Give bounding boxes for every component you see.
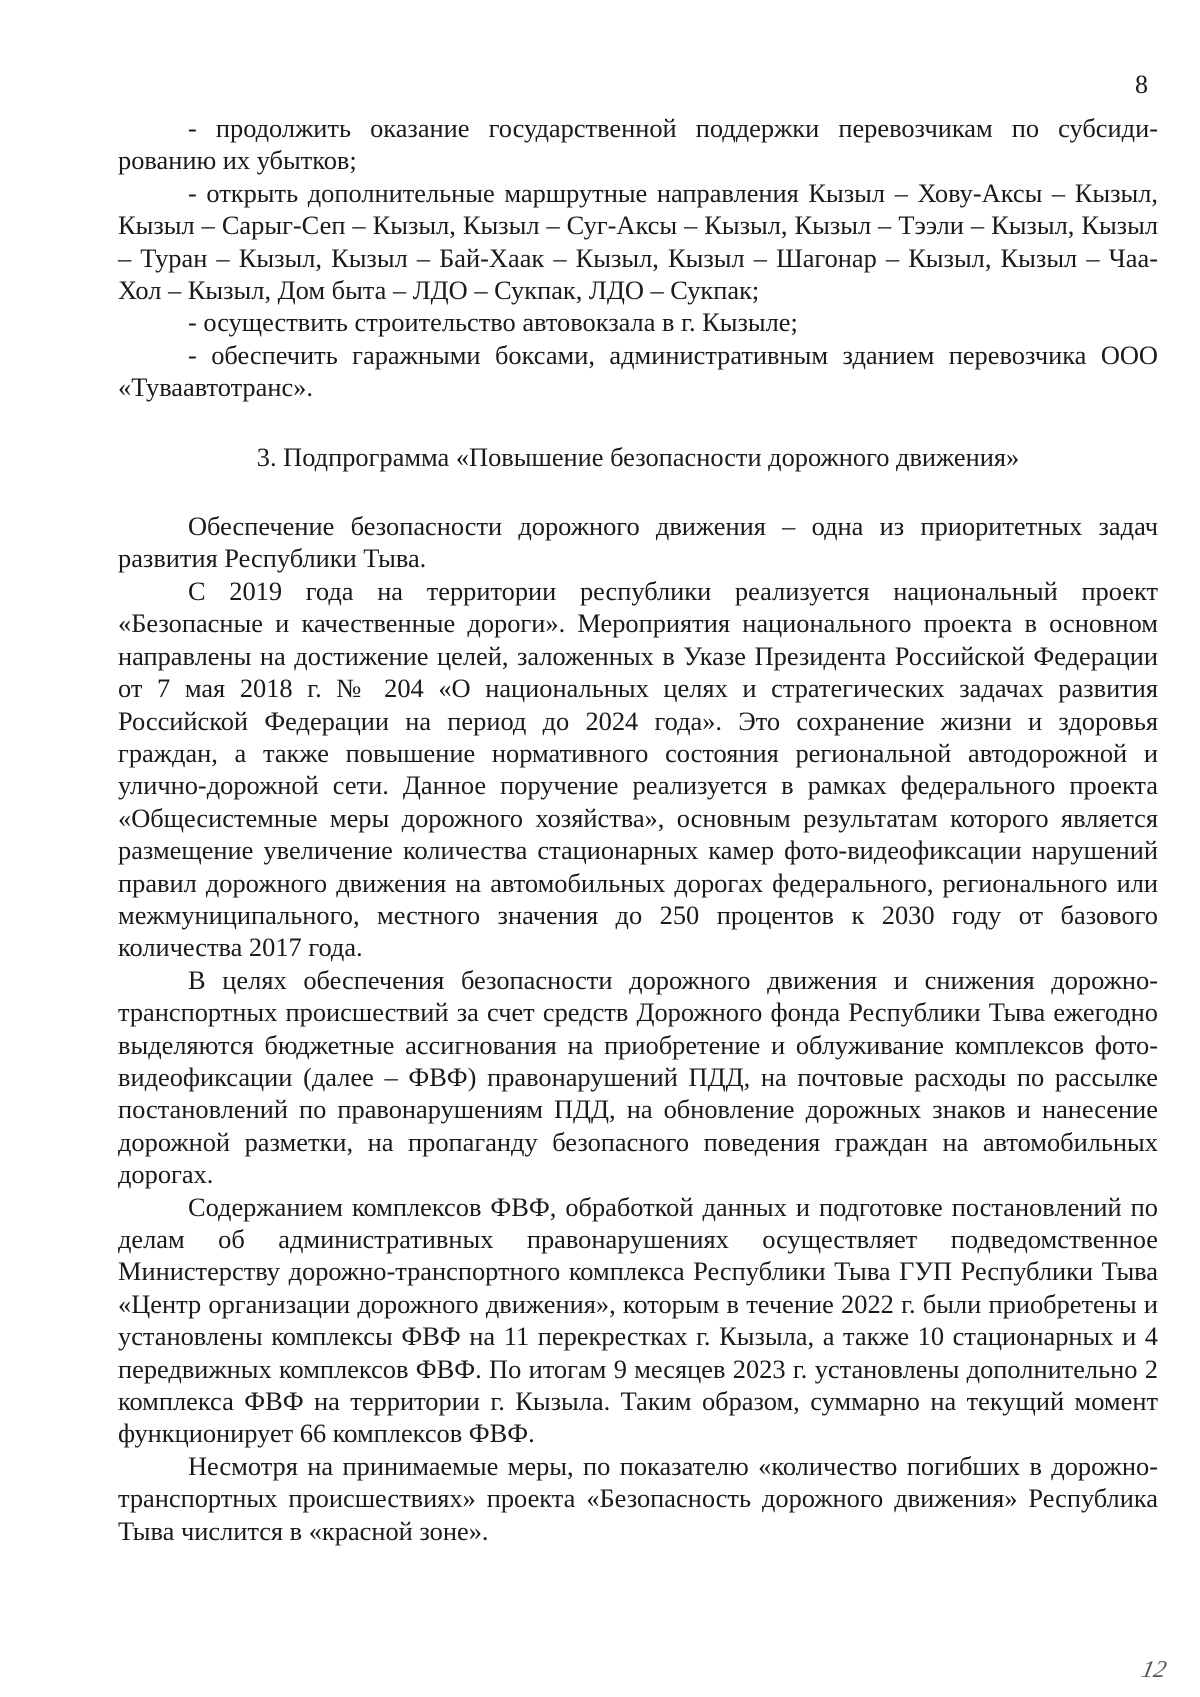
document-body (118, 112, 1158, 1547)
paragraph-road-fund: В целях обеспечения безопасности дорожного движения и снижения дорожно-транспортных происшествий за счет средств Дорожного фонда Республики Тыва ежегодно выделяются бюджетные ассигнования на приобретение и облуживание комплексов фото-видеофиксации (далее – ФВФ) правонарушений ПДД, на почтовые расходы по рассылке постановлений по правонарушениям ПДД, на обновление дорожных знаков и нанесение дорожной разметки, на пропаганду безопасного поведения граждан на автомобильных дорогах. (118, 964, 1158, 1190)
handwritten-page-mark: 12 (1139, 1657, 1169, 1683)
page-number: 8 (1135, 70, 1148, 99)
bullet-paragraph-subsidies: - продолжить оказание государственной поддержки перевозчикам по субсидированию их убытков; (118, 113, 1158, 176)
bullet-paragraph-bus-station: - осуществить строительство автовокзала в г. Кызыле; (188, 307, 798, 338)
section-heading: 3. Подпрограмма «Повышение безопасности дорожного движения» (256, 441, 1020, 472)
paragraph-red-zone: Несмотря на принимаемые меры, по показателю «количество погибших в дорожно-транспортных происшествиях» проекта «Безопасность дорожного движения» Республика Тыва числится в «красной зоне». (118, 1450, 1158, 1546)
paragraph-national-project: С 2019 года на территории республики реализуется национальный проект «Безопасные и качественные дороги». Мероприятия национального проекта в основном направлены на достижение целей, заложенных в Указе Президента Российской Федерации от 7 мая 2018 г. № 204 «О национальных целях и стратегических задачах развития Российской Федерации на период до 2024 года». Это сохранение жизни и здоровья граждан, а также повышение нормативного состояния региональной автодорожной и улично-дорожной сети. Данное поручение реализуется в рамках федерального проекта «Общесистемные меры дорожного хозяйства», основным результатам которого является размещение увеличение количества стационарных камер фото-видеофиксации нарушений правил дорожного движения на автомобильных дорогах федерального, регионального или межмуниципального, местного значения до 250 процентов к 2030 году от базового количества 2017 года. (118, 575, 1158, 963)
paragraph-safety-priority: Обеспечение безопасности дорожного движения – одна из приоритетных задач развития Республики Тыва. (118, 511, 1158, 574)
paragraph-fvf-complexes: Содержанием комплексов ФВФ, обработкой данных и подготовке постановлений по делам об административных правонарушениях осуществляет подведомственное Министерству дорожно-транспортного комплекса Республики Тыва ГУП Республики Тыва «Центр организации дорожного движения», которым в течение 2022 г. были приобретены и установлены комплексы ФВФ на 11 перекрестках г. Кызыла, а также 10 стационарных и 4 передвижных комплексов ФВФ. По итогам 9 месяцев 2023 г. установлены дополнительно 2 комплекса ФВФ на территории г. Кызыла. Таким образом, суммарно на текущий момент функционирует 66 комплексов ФВФ. (118, 1191, 1158, 1449)
bullet-paragraph-garages: - обеспечить гаражными боксами, административным зданием перевозчика ООО «Туваавтотранс». (118, 339, 1158, 403)
bullet-paragraph-routes: - открыть дополнительные маршрутные направления Кызыл – Хову-Аксы – Кызыл, Кызыл – Сарыг-Сеп – Кызыл, Кызыл – Суг-Аксы – Кызыл, Кызыл – Тээли – Кызыл, Кызыл – Туран – Кызыл, Кызыл – Бай-Хаак – Кызыл, Кызыл – Шагонар – Кызыл, Кызыл – Чаа-Хол – Кызыл, Дом быта – ЛДО – Сукпак, ЛДО – Сукпак; (118, 177, 1158, 306)
